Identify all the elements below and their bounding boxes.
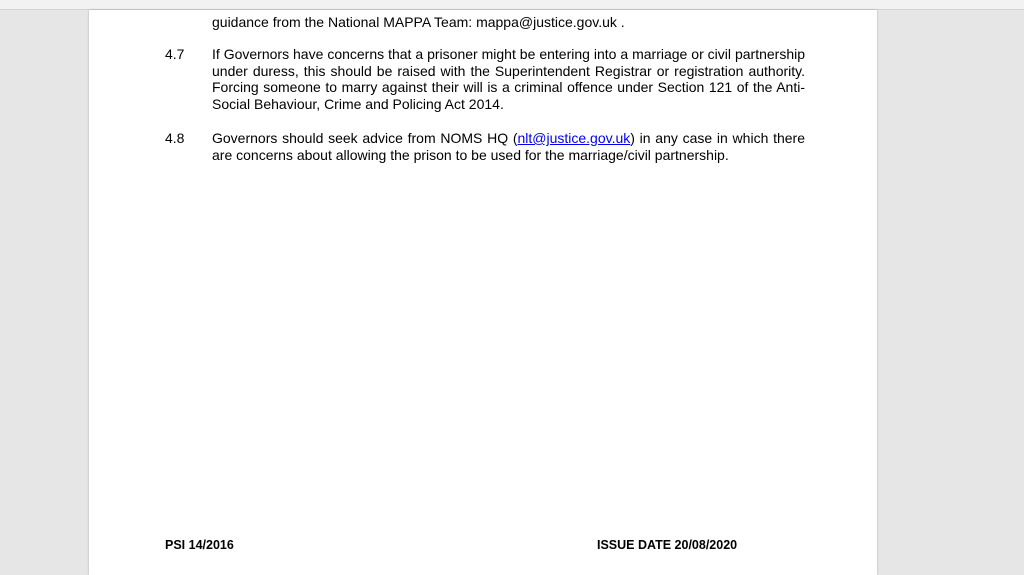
continuation-line: guidance from the National MAPPA Team: mappa@justice.gov.uk . — [212, 14, 625, 30]
paragraph-text — [212, 130, 805, 163]
paragraph-text: If Governors have concerns that a prisoner might be entering into a marriage or civil partnership under duress, this should be raised with the Superintendent Registrar or registration authority. Forcing someone to marry against their will is a criminal offence under Section 121 of the Anti-Social Behaviour, Crime and Policing Act 2014. — [212, 46, 805, 112]
paragraph-text-start: Governors should seek advice from NOMS HQ ( — [212, 130, 518, 146]
paragraph-4-8 — [165, 130, 805, 163]
paragraph-number: 4.7 — [165, 46, 185, 62]
email-link[interactable]: nlt@justice.gov.uk — [517, 130, 631, 146]
footer-document-ref: PSI 14/2016 — [165, 538, 234, 552]
paragraph-number: 4.8 — [165, 130, 185, 146]
viewer-top-edge — [0, 0, 1024, 10]
footer-issue-date: ISSUE DATE 20/08/2020 — [597, 538, 738, 552]
paragraph-4-7 — [165, 46, 805, 112]
paragraph-text-end: ) in any case in which there are concerns about allowing the prison to be used for the marriage/civil partnership. — [212, 130, 805, 163]
document-page — [89, 10, 877, 575]
